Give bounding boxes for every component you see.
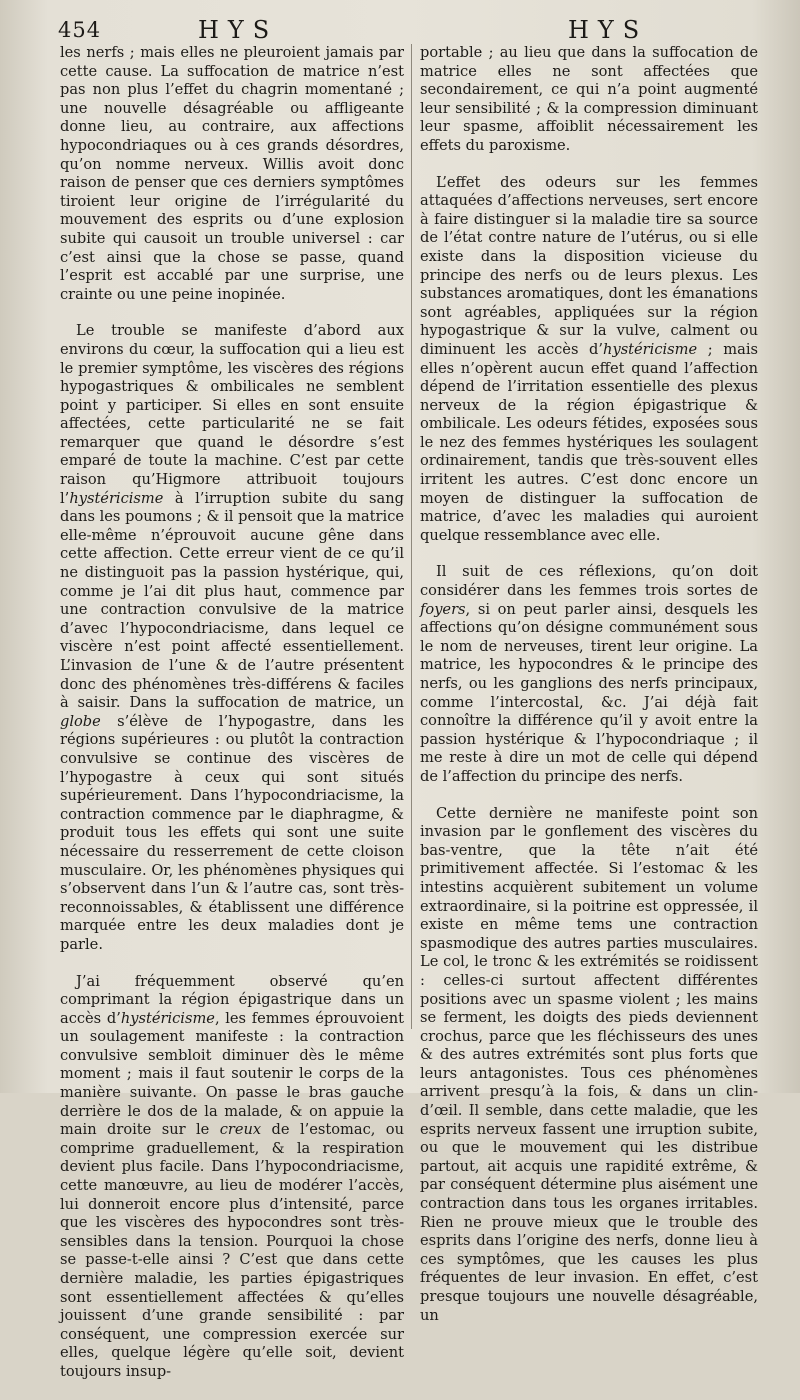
paragraph: les nerfs ; mais elles ne pleuroient jamais par cette cause. La suffocation de matrice n’est pas non plus l’effet du chagrin momentané ; une nouvelle désagréable ou affligeante donne lieu, au contraire, aux affections hypocondriaques ou à ces grands désordres, qu’on nomme nerveux. Willis avoit donc raison de penser que ces derniers symptômes tiroient leur origine de l’irrégularité du mouvement des esprits ou d’une explosion subite qui causoit un trouble universel : car c’est ainsi que la chose se passe, quand l’esprit est accablé par une surprise, une crainte ou une peine inopinée. <box>60 44 404 303</box>
page-header <box>58 14 756 48</box>
paragraph: J’ai fréquemment observé qu’en comprimant la région épigastrique dans un accès d’hystéricisme, les femmes éprouvoient un soulagement manifeste : la contraction convulsive sembloit diminuer dès le même moment ; mais il faut soutenir le corps de la manière suivante. On passe le bras gauche derrière le dos de la malade, & on appuie la main droite sur le creux de l’estomac, ou comprime graduellement, & la respiration devient plus facile. Dans l’hypocondriacisme, cette manœuvre, au lieu de modérer l’accès, lui donneroit encore plus d’intensité, parce que les viscères des hypocondres sont très-sensibles dans la tension. Pourquoi la chose se passe-t-elle ainsi ? C’est que dans cette dernière maladie, les parties épigastriques sont essentiellement affectées & qu’elles jouissent d’une grande sensibilité : par conséquent, une compression exercée sur elles, quelque légère qu’elle soit, devient toujours insup- <box>60 972 404 1380</box>
paragraph: L’effet des odeurs sur les femmes attaquées d’affections nerveuses, sert encore à faire distinguer si la maladie tire sa source de l’état contre nature de l’utérus, ou si elle existe dans la disposition vicieuse du principe des nerfs ou de leurs plexus. Les substances aromatiques, dont les émanations sont agréables, appliquées sur la région hypogastrique & sur la vulve, calment ou diminuent les accès d’hystéricisme ; mais elles n’opèrent aucun effet quand l’affection dépend de l’irritation essentielle des plexus nerveux de la région épigastrique & ombilicale. Les odeurs fétides, exposées sous le nez des femmes hystériques les soulagent ordinairement, tandis que très-souvent elles irritent les autres. C’est donc encore un moyen de distinguer la suffocation de matrice, d’avec les maladies qui auroient quelque ressemblance avec elle. <box>420 173 759 544</box>
paragraph: Cette dernière ne manifeste point son invasion par le gonflement des viscères du bas-ventre, que la tête n’ait été primitivement affectée. Si l’estomac & les intestins acquièrent subitement un volume extraordinaire, si la poitrine est oppressée, il existe en même tems une contraction spasmodique des autres parties musculaires. Le col, le tronc & les extrémités se roidissent : celles-ci surtout affectent différentes positions avec un spasme violent ; les mains se ferment, les doigts des pieds deviennent crochus, parce que les fléchisseurs des unes & des autres extrémités sont plus forts que leurs antagonistes. Tous ces phénomènes arrivent presqu’à la fois, & dans un clin-d’œil. Il semble, dans cette maladie, que les esprits nerveux fassent une irruption subite, ou que le mouvement qui les distribue partout, ait acquis une rapidité extrême, & par conséquent détermine plus aisément une contraction dans tous les organes irritables. Rien ne prouve mieux que le trouble des esprits dans l’origine des nerfs, donne lieu à ces symptômes, que les causes les plus fréquentes de leur invasion. En effet, c’est presque toujours une nouvelle désagréable, un <box>420 804 758 1324</box>
running-head-left: HYS <box>198 16 279 44</box>
right-column <box>420 44 758 1343</box>
column-divider <box>411 44 412 1029</box>
paragraph: portable ; au lieu que dans la suffocation de matrice elles ne sont affectées que secondairement, ce qui n’a point augmenté leur sensibilité ; & la compression diminuant leur spasme, affoiblit nécessairement les effets du paroxisme. <box>420 44 758 154</box>
paragraph: Il suit de ces réflexions, qu’on doit considérer dans les femmes trois sortes de foyers, si on peut parler ainsi, desquels les affections qu’on désigne communément sous le nom de nerveuses, tirent leur origine. La matrice, les hypocondres & le principe des nerfs, ou les ganglions des nerfs principaux, comme l’intercostal, &c. J’ai déjà fait connoître la différence qu’il y avoit entre la passion hystérique & l’hypocondriaque ; il me reste à dire un mot de celle qui dépend de l’affection du principe des nerfs. <box>420 563 758 785</box>
page-number: 454 <box>58 18 102 42</box>
paragraph: Le trouble se manifeste d’abord aux environs du cœur, la suffocation qui a lieu est le premier symptôme, les viscères des régions hypogastriques & ombilicales ne semblent point y participer. Si elles en sont ensuite affectées, cette particularité ne se fait remarquer que quand le désordre s’est emparé de toute la machine. C’est par cette raison qu’Higmore attribuoit toujours l’hystéricisme à l’irruption subite du sang dans les poumons ; & il pensoit que la matrice elle-même n’éprouvoit aucune gêne dans cette affection. Cette erreur vient de ce qu’il ne distinguoit pas la passion hystérique, qui, comme je l’ai dit plus haut, commence par une contraction convulsive de la matrice d’avec l’hypocondriacisme, dans lequel ce viscère n’est point affecté essentiellement. L’invasion de l’une & de l’autre présentent donc des phénomènes très-différens & faciles à saisir. Dans la suffocation de matrice, un globe s’élève de l’hypogastre, dans les régions supérieures : ou plutôt la contraction convulsive se continue des viscères de l’hypogastre à ceux qui sont situés supérieurement. Dans l’hypocondriacisme, la contraction commence par le diaphragme, & produit tous les effets qui sont une suite nécessaire du resserrement de cette cloison musculaire. Or, les phénomènes physiques qui s’observent dans l’un & l’autre cas, sont très-reconnoissables, & établissent une différence marquée entre les deux maladies dont je parle. <box>60 322 404 953</box>
running-head-right: HYS <box>568 16 649 44</box>
left-column <box>60 44 404 1400</box>
